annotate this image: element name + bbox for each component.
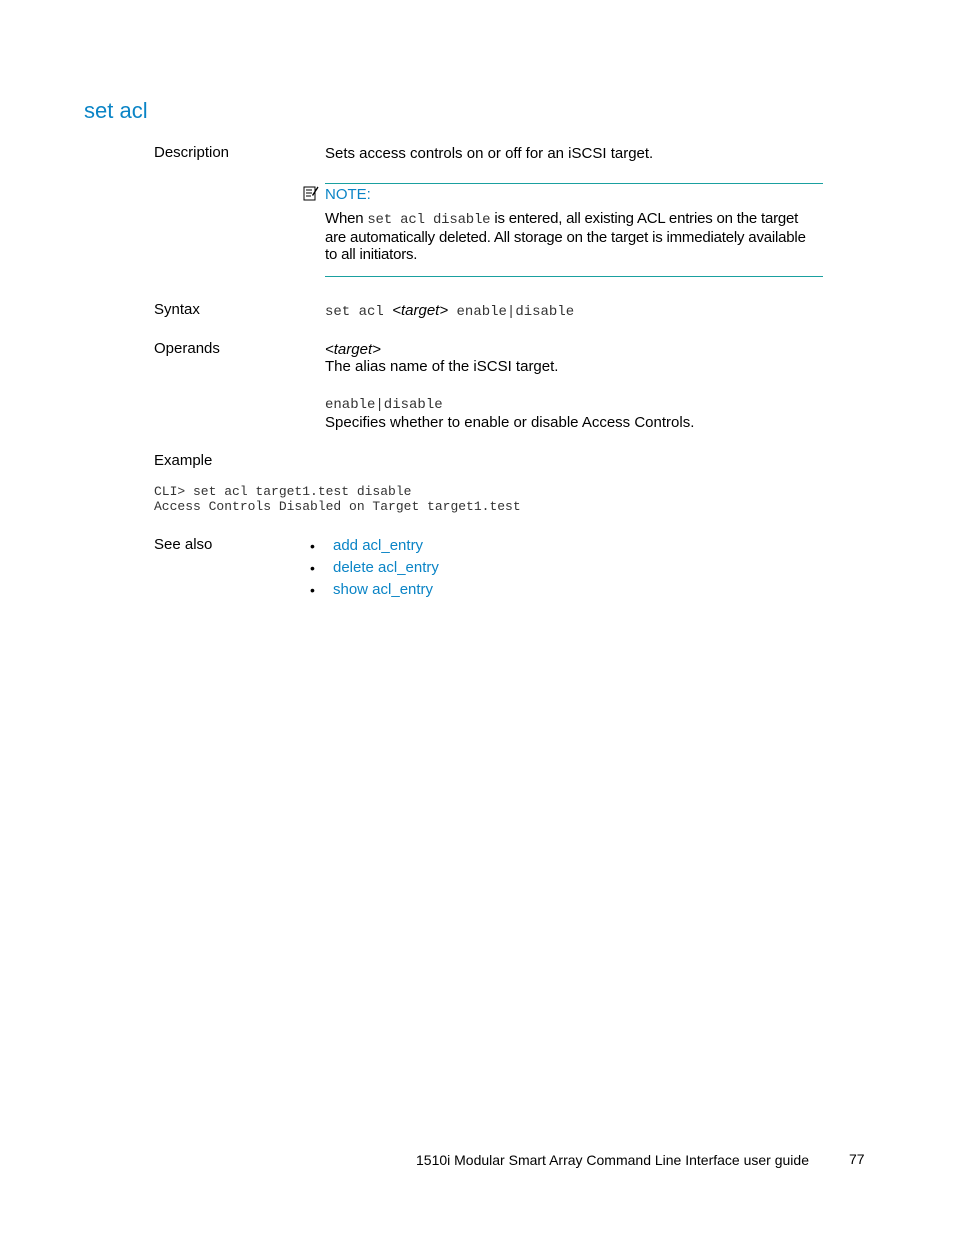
bullet: • <box>310 582 315 598</box>
note-text-before: When <box>325 210 368 227</box>
list-item <box>310 535 439 557</box>
note-pencil-icon <box>303 185 319 201</box>
note-title: NOTE: <box>325 186 371 203</box>
operand-description: The alias name of the iSCSI target. <box>325 358 559 375</box>
code-line: Access Controls Disabled on Target target1.test <box>154 499 521 514</box>
link-show-acl-entry[interactable]: show acl_entry <box>333 581 434 598</box>
syntax-label: Syntax <box>154 301 200 318</box>
syntax-line <box>325 302 574 321</box>
list-item <box>310 579 439 601</box>
see-also-label: See also <box>154 536 213 553</box>
syntax-param: <target> <box>392 302 449 319</box>
section-title: set acl <box>84 98 148 123</box>
description-label: Description <box>154 144 230 161</box>
operand-description: Specifies whether to enable or disable Access Controls. <box>325 414 695 431</box>
note-code: set acl disable <box>367 212 491 228</box>
see-also-list <box>310 535 439 601</box>
syntax-options: enable|disable <box>448 304 575 320</box>
syntax-command: set acl <box>325 304 393 320</box>
note-body <box>325 210 817 263</box>
footer-title: 1510i Modular Smart Array Command Line Interface user guide <box>416 1152 809 1168</box>
page-number: 77 <box>849 1151 865 1167</box>
example-code <box>154 484 521 514</box>
link-delete-acl-entry[interactable]: delete acl_entry <box>333 559 439 576</box>
code-line: CLI> set acl target1.test disable <box>154 484 412 499</box>
link-add-acl-entry[interactable]: add acl_entry <box>333 537 424 554</box>
note-text-after: is entered, all existing ACL entries on the target are automatically deleted. All storage on the target is immediately available to all initiators. <box>325 210 806 263</box>
example-label: Example <box>154 452 213 469</box>
description-text: Sets access controls on or off for an iSCSI target. <box>325 145 654 162</box>
operands-label: Operands <box>154 340 220 357</box>
bullet: • <box>310 538 315 554</box>
list-item <box>310 557 439 579</box>
operand-name: enable|disable <box>325 397 443 413</box>
operand-name: <target> <box>325 341 381 358</box>
bullet: • <box>310 560 315 576</box>
